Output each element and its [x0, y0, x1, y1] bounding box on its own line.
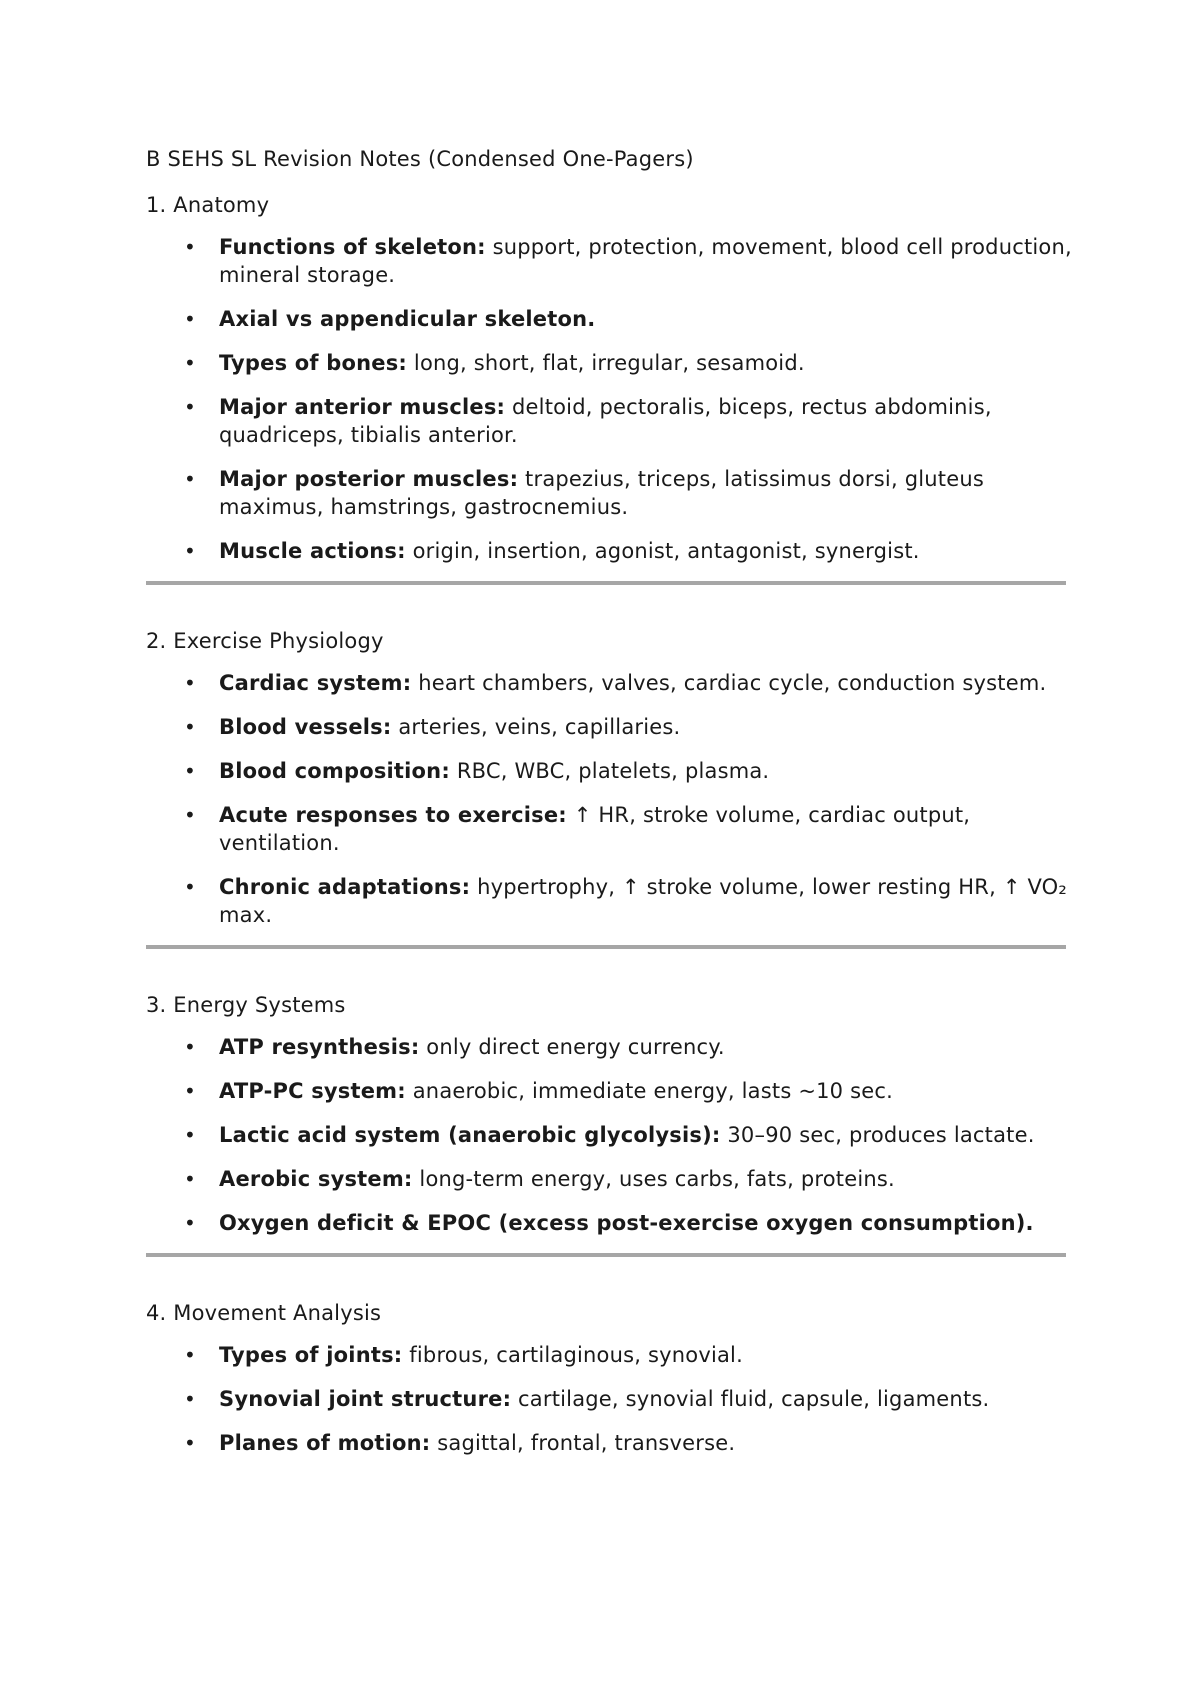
section-divider [146, 945, 1066, 949]
item-text: anaerobic, immediate energy, lasts ~10 sec. [405, 1079, 894, 1103]
item-text: support, protection, movement, blood cell production, mineral storage. [219, 235, 1072, 287]
list-item [146, 1209, 1079, 1237]
item-term: Types of joints: [219, 1343, 403, 1367]
bullet-icon: • [184, 235, 196, 259]
item-term: Functions of skeleton: [219, 235, 486, 259]
item-term: Acute responses to exercise: [219, 803, 567, 827]
bullet-icon: • [184, 1079, 196, 1103]
item-text: fibrous, cartilaginous, synovial. [402, 1343, 743, 1367]
section-divider [146, 1253, 1066, 1257]
section-heading: 1. Anatomy [146, 193, 270, 217]
item-term: Blood vessels: [219, 715, 392, 739]
bullet-icon: • [184, 1211, 196, 1235]
bullet-icon: • [184, 1431, 196, 1455]
item-text: long-term energy, uses carbs, fats, proteins. [412, 1167, 895, 1191]
bullet-icon: • [184, 759, 196, 783]
bullet-list [146, 233, 1072, 565]
item-text: ↑ HR, stroke volume, cardiac output, ventilation. [219, 803, 971, 855]
section-heading: 2. Exercise Physiology [146, 629, 384, 653]
item-term: Blood composition: [219, 759, 450, 783]
item-term: Cardiac system: [219, 671, 412, 695]
item-term: ATP-PC system: [219, 1079, 406, 1103]
item-text: trapezius, triceps, latissimus dorsi, gluteus maximus, hamstrings, gastrocnemius. [219, 467, 984, 519]
bullet-icon: • [184, 351, 196, 375]
section-divider [146, 581, 1066, 585]
list-item [146, 873, 1079, 929]
document-page [146, 145, 1072, 1473]
bullet-icon: • [184, 803, 196, 827]
bullet-icon: • [184, 1343, 196, 1367]
list-item [146, 1385, 1079, 1413]
item-term: Chronic adaptations: [219, 875, 471, 899]
bullet-icon: • [184, 395, 196, 419]
section-exercise-physiology [146, 627, 1066, 929]
item-term: Major posterior muscles: [219, 467, 519, 491]
list-item [146, 757, 1079, 785]
section-heading: 3. Energy Systems [146, 993, 346, 1017]
list-item [146, 669, 1079, 697]
item-term: ATP resynthesis: [219, 1035, 420, 1059]
item-text: 30–90 sec, produces lactate. [720, 1123, 1035, 1147]
list-item [146, 465, 1079, 521]
item-term: Muscle actions: [219, 539, 406, 563]
item-text: cartilage, synovial fluid, capsule, ligaments. [511, 1387, 990, 1411]
list-item [146, 393, 1079, 449]
section-movement-analysis [146, 1299, 1066, 1457]
item-text: RBC, WBC, platelets, plasma. [449, 759, 770, 783]
bullet-icon: • [184, 715, 196, 739]
bullet-list [146, 1033, 1066, 1237]
item-term: Axial vs appendicular skeleton. [219, 307, 596, 331]
section-heading: 4. Movement Analysis [146, 1301, 382, 1325]
item-text: hypertrophy, ↑ stroke volume, lower resting HR, ↑ VO₂ max. [219, 875, 1068, 927]
bullet-icon: • [184, 1035, 196, 1059]
section-anatomy [146, 191, 1072, 565]
item-term: Aerobic system: [219, 1167, 413, 1191]
list-item [146, 349, 1079, 377]
item-term: Oxygen deficit & EPOC (excess post-exercise oxygen consumption). [219, 1211, 1034, 1235]
bullet-icon: • [184, 539, 196, 563]
bullet-icon: • [184, 875, 196, 899]
document-title: B SEHS SL Revision Notes (Condensed One-Pagers) [146, 147, 694, 171]
item-term: Major anterior muscles: [219, 395, 506, 419]
item-term: Types of bones: [219, 351, 408, 375]
bullet-icon: • [184, 1123, 196, 1147]
bullet-icon: • [184, 307, 196, 331]
list-item [146, 1121, 1079, 1149]
bullet-icon: • [184, 671, 196, 695]
list-item [146, 1341, 1079, 1369]
item-text: long, short, flat, irregular, sesamoid. [407, 351, 805, 375]
item-term: Planes of motion: [219, 1431, 431, 1455]
item-text: arteries, veins, capillaries. [391, 715, 681, 739]
list-item [146, 713, 1079, 741]
list-item [146, 305, 1079, 333]
bullet-list [146, 1341, 1066, 1457]
item-text: origin, insertion, agonist, antagonist, synergist. [405, 539, 920, 563]
list-item [146, 1165, 1079, 1193]
item-text: sagittal, frontal, transverse. [430, 1431, 736, 1455]
item-text: only direct energy currency. [419, 1035, 725, 1059]
item-term: Lactic acid system (anaerobic glycolysis): [219, 1123, 721, 1147]
list-item [146, 801, 1079, 857]
bullet-icon: • [184, 467, 196, 491]
list-item [146, 1429, 1079, 1457]
bullet-list [146, 669, 1066, 929]
item-term: Synovial joint structure: [219, 1387, 512, 1411]
list-item [146, 1033, 1079, 1061]
section-energy-systems [146, 991, 1066, 1237]
bullet-icon: • [184, 1387, 196, 1411]
list-item [146, 233, 1079, 289]
list-item [146, 1077, 1079, 1105]
bullet-icon: • [184, 1167, 196, 1191]
item-text: deltoid, pectoralis, biceps, rectus abdominis, quadriceps, tibialis anterior. [219, 395, 992, 447]
list-item [146, 537, 1079, 565]
item-text: heart chambers, valves, cardiac cycle, conduction system. [411, 671, 1047, 695]
